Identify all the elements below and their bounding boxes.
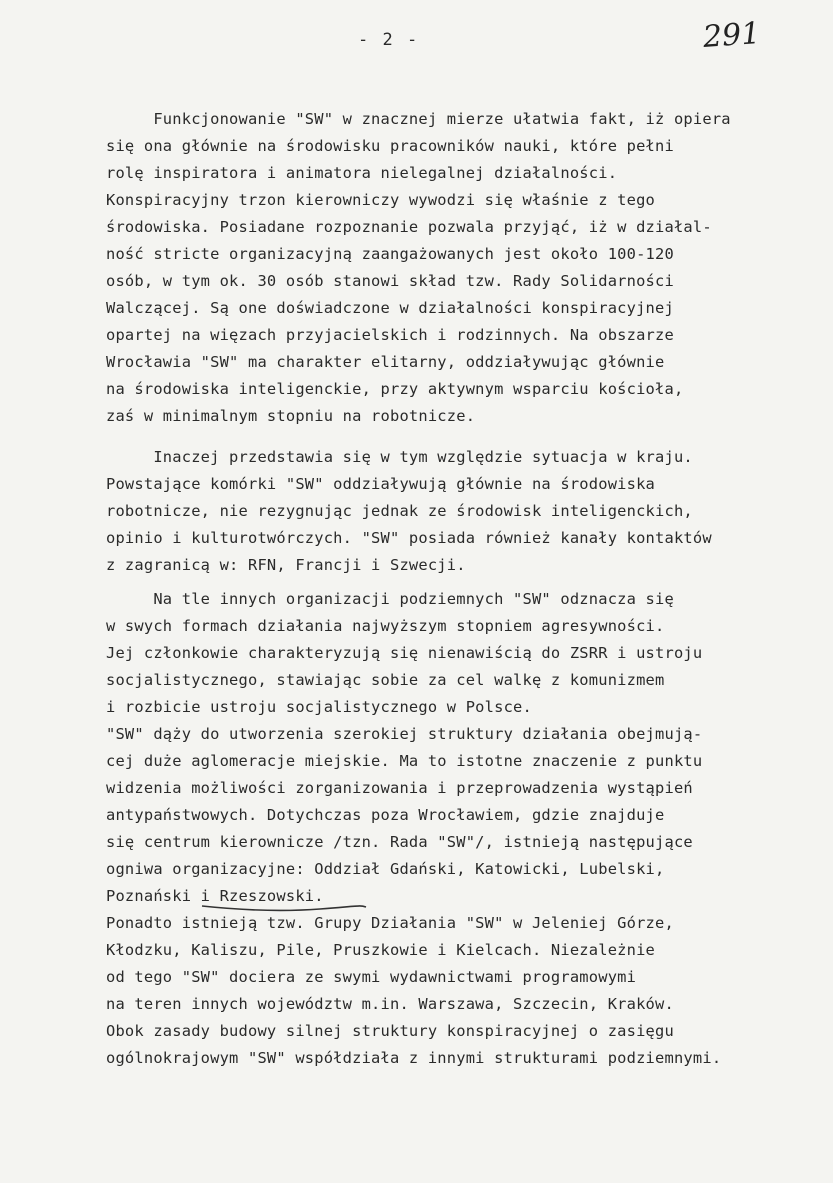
text-line: się centrum kierownicze /tzn. Rada "SW"/, istnieją następujące	[106, 833, 693, 851]
text-line: rolę inspiratora i animatora nielegalnej działalności.	[106, 164, 618, 182]
text-line: Wrocławia "SW" ma charakter elitarny, oddziaływując głównie	[106, 353, 665, 371]
text-line: widzenia możliwości zorganizowania i przeprowadzenia wystąpień	[106, 779, 693, 797]
text-line: osób, w tym ok. 30 osób stanowi skład tzw. Rady Solidarności	[106, 272, 674, 290]
text-line: Na tle innych organizacji podziemnych "SW" odznacza się	[106, 590, 674, 608]
text-line: ność stricte organizacyjną zaangażowanych jest około 100-120	[106, 245, 674, 263]
text-line: Walczącej. Są one doświadczone w działalności konspiracyjnej	[106, 299, 674, 317]
text-line: na środowiska inteligenckie, przy aktywnym wsparciu kościoła,	[106, 380, 684, 398]
page-number: - 2 -	[358, 30, 420, 50]
text-line: Obok zasady budowy silnej struktury konspiracyjnej o zasięgu	[106, 1022, 674, 1040]
text-line: antypaństwowych. Dotychczas poza Wrocławiem, gdzie znajduje	[106, 806, 665, 824]
text-line: Funkcjonowanie "SW" w znacznej mierze ułatwia fakt, iż opiera	[106, 110, 731, 128]
text-line: od tego "SW" dociera ze swymi wydawnictwami programowymi	[106, 968, 637, 986]
text-line: ogólnokrajowym "SW" współdziała z innymi strukturami podziemnymi.	[106, 1049, 722, 1067]
text-line: środowiska. Posiadane rozpoznanie pozwala przyjąć, iż w działal-	[106, 218, 712, 236]
text-line: opinio i kulturotwórczych. "SW" posiada również kanały kontaktów	[106, 529, 712, 547]
text-line: Poznański i Rzeszowski.	[106, 887, 324, 905]
handwritten-underline	[200, 900, 368, 916]
text-line: ogniwa organizacyjne: Oddział Gdański, Katowicki, Lubelski,	[106, 860, 665, 878]
text-line: "SW" dąży do utworzenia szerokiej struktury działania obejmują-	[106, 725, 703, 743]
text-line: i rozbicie ustroju socjalistycznego w Polsce.	[106, 698, 532, 716]
text-line: cej duże aglomeracje miejskie. Ma to istotne znaczenie z punktu	[106, 752, 703, 770]
text-line: się ona głównie na środowisku pracowników nauki, które pełni	[106, 137, 674, 155]
text-line: robotnicze, nie rezygnując jednak ze środowisk inteligenckich,	[106, 502, 693, 520]
archive-number: 291	[701, 16, 762, 55]
text-line: w swych formach działania najwyższym stopniem agresywności.	[106, 617, 665, 635]
text-line: Inaczej przedstawia się w tym względzie sytuacja w kraju.	[106, 448, 693, 466]
text-line: socjalistycznego, stawiając sobie za cel walkę z komunizmem	[106, 671, 665, 689]
text-line: Kłodzku, Kaliszu, Pile, Pruszkowie i Kielcach. Niezależnie	[106, 941, 656, 959]
text-line: Ponadto istnieją tzw. Grupy Działania "SW" w Jeleniej Górze,	[106, 914, 674, 932]
text-line: opartej na więzach przyjacielskich i rodzinnych. Na obszarze	[106, 326, 674, 344]
text-line: Powstające komórki "SW" oddziaływują głównie na środowiska	[106, 475, 656, 493]
text-line: zaś w minimalnym stopniu na robotnicze.	[106, 407, 476, 425]
text-line: Konspiracyjny trzon kierowniczy wywodzi się właśnie z tego	[106, 191, 656, 209]
text-line: Jej członkowie charakteryzują się nienawiścią do ZSRR i ustroju	[106, 644, 703, 662]
text-line: na teren innych województw m.in. Warszawa, Szczecin, Kraków.	[106, 995, 674, 1013]
text-line: z zagranicą w: RFN, Francji i Szwecji.	[106, 556, 466, 574]
